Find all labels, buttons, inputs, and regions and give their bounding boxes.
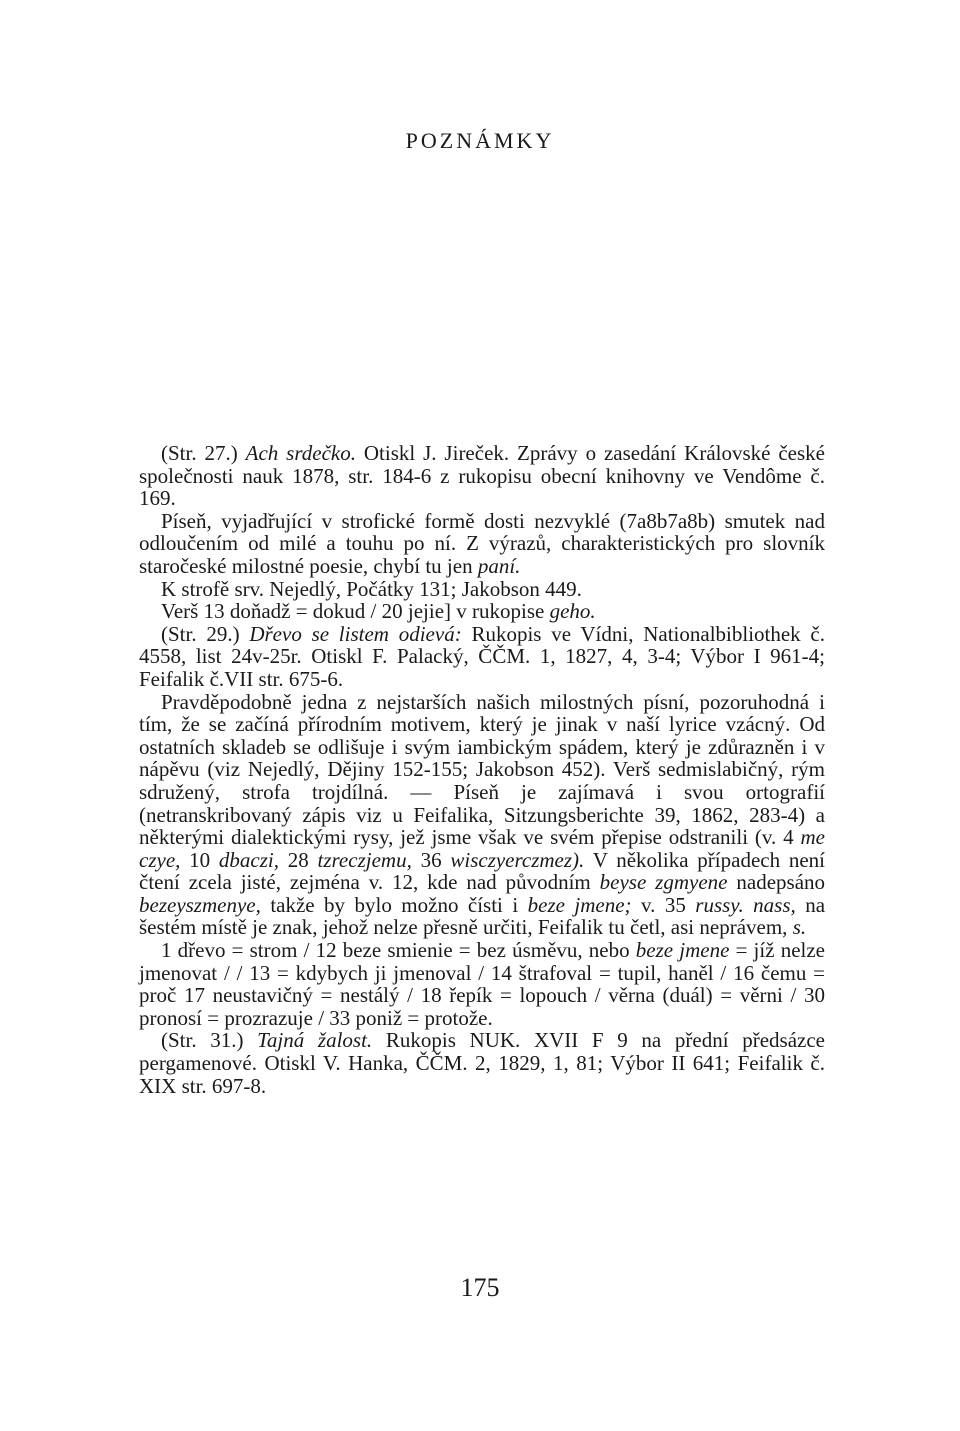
commentary: Pravděpodobně jedna z nejstarších našich milostných písní, pozoruhodná i tím, že se začíná přírodním motivem, který je jinak v naší lyrice vzácný. Od ostatních skladeb se odlišuje i svým iambickým spádem, který je zdůrazněn i v nápěvu (viz Nejedlý, Dějiny 152-155; Jakobson 452). Verš sedmislabičný, rým sdružený, strofa trojdílná. — Píseň je zajímavá i svou ortografií (netranskribovaný zápis viz u Feifalika, Sitzungsberichte 39, 1862, 283-4) a některými dialektickými rysy, jež jsme však ve svém přepise odstranili (v. 4 me czye, 10 dbaczi, 28 tzreczjemu, 36 wisczyerczmez). V několika případech není čtení zcela jisté, zejména v. 12, kde nad původním beyse zgmyene nadepsáno bezeyszmenye, takže by bylo možno čísti i beze jmene; v. 35 russy. nass, na šestém místě je znak, jehož nelze přesně určiti, Feifalik tu četl, asi neprávem, s. xyxy=(139,689,826,940)
source-text: Rukopis NUK. XVII F 9 na přední předsázce pergamenové. Otiskl V. Hanka, ČČM. 2, 1829, 1, 81; Výbor II 641; Feifalik č. XIX str. 697-8. xyxy=(139,1028,825,1098)
page-reference: (Str. 31.) xyxy=(161,1028,244,1053)
poem-title: Dřevo se listem odievá: xyxy=(249,621,462,646)
verse-glosses: Verš 13 doňadž = dokud / 20 jejie] v rukopise geho. xyxy=(161,599,596,624)
verse-glosses: 1 dřevo = strom / 12 beze smienie = bez úsměvu, nebo beze jmene = jíž nelze jmenovat / / 13 = kdybych ji jmenoval / 14 štrafoval = tupil, haněl / 16 čemu = proč 17 neustavičný = nestálý / 18 řepík = lopouch / věrna (duál) = věrni / 30 pronosí = prozrazuje / 33 poniž = protože. xyxy=(139,938,825,1030)
page-number: 175 xyxy=(460,1273,500,1302)
commentary: Píseň, vyjadřující v strofické formě dosti nezvyklé (7a8b7a8b) smutek nad odloučením od milé a touhu po ní. Z výrazů, charakteristických pro slovník staročeské milostné poesie, chybí tu jen paní. xyxy=(139,508,825,578)
notes-body xyxy=(139,442,825,1097)
note-ach-srdecko xyxy=(139,442,825,510)
page-reference: (Str. 29.) xyxy=(161,621,240,646)
source-text: Rukopis ve Vídni, Nationalbibliothek č. 4558, list 24v-25r. Otiskl F. Palacký, ČČM. 1, 1827, 4, 3-4; Výbor I 961-4; Feifalik č.VII str. 675-6. xyxy=(139,621,825,691)
page-reference: (Str. 27.) xyxy=(161,441,238,465)
note-drevo xyxy=(139,623,825,691)
poem-title: Tajná žalost. xyxy=(257,1028,373,1053)
poem-title: Ach srdečko. xyxy=(245,441,356,465)
references: K strofě srv. Nejedlý, Počátky 131; Jakobson 449. xyxy=(161,576,582,601)
source-text: Otiskl J. Jireček. Zprávy o zasedání Královské české společnosti nauk 1878, str. 184-6 z rukopisu obecní knihovny ve Vendôme č. 169. xyxy=(139,441,825,511)
note-tajna-zalost xyxy=(139,1029,825,1097)
page-title: POZNÁMKY xyxy=(405,128,555,153)
